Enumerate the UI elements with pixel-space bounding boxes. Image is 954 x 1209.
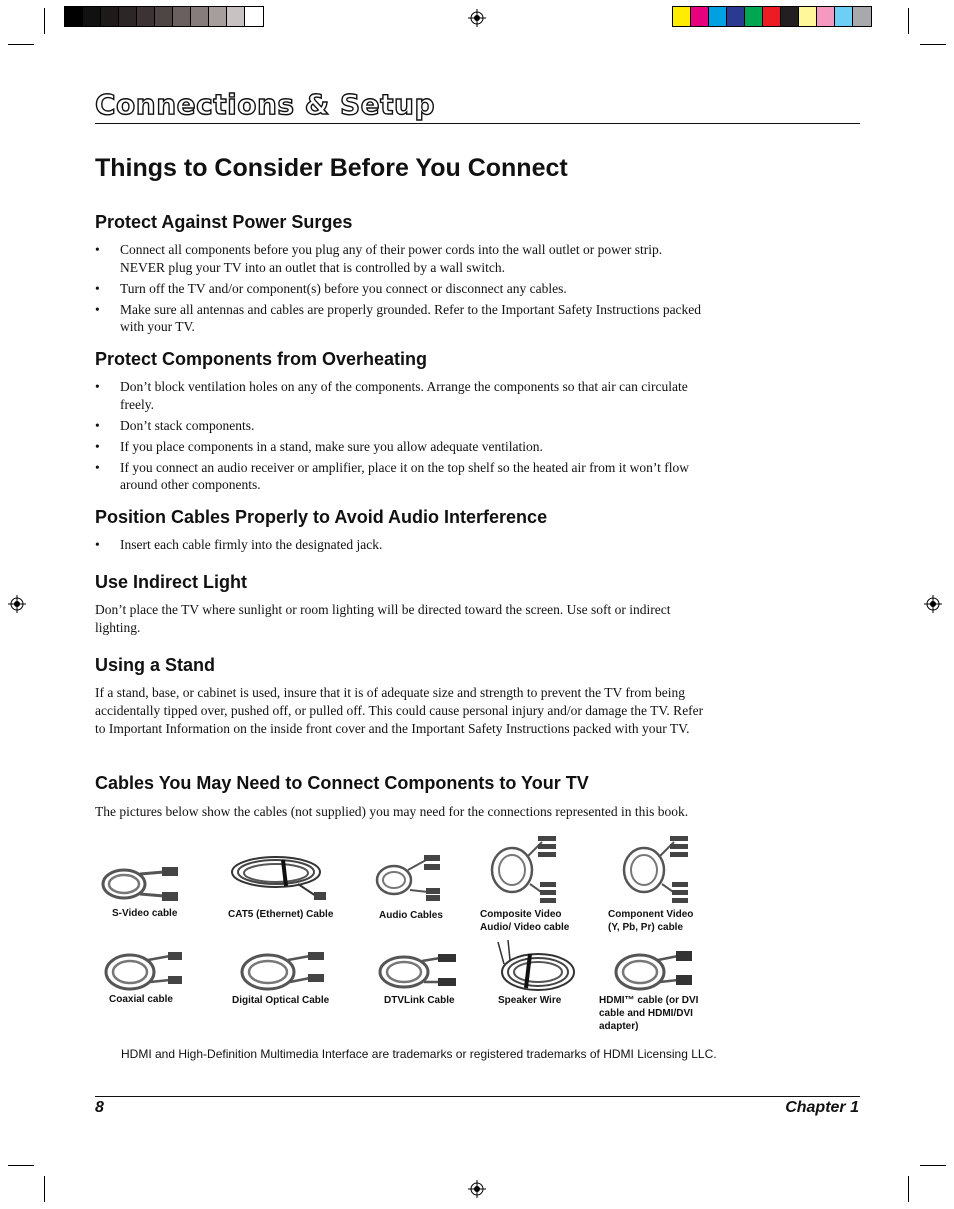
color-swatch bbox=[673, 7, 691, 26]
cable-label-line: Component Video bbox=[608, 909, 694, 920]
color-swatch bbox=[245, 7, 263, 26]
cable-label-line: (Y, Pb, Pr) cable bbox=[608, 922, 684, 933]
cable-label-optical: Digital Optical Cable bbox=[232, 995, 330, 1006]
page-title: Things to Consider Before You Connect bbox=[95, 154, 568, 182]
list-item: • Insert each cable firmly into the designated jack. bbox=[95, 536, 705, 554]
coaxial-cable-icon bbox=[102, 950, 186, 992]
page-number: 8 bbox=[95, 1099, 104, 1116]
component-video-cable-icon bbox=[620, 832, 692, 904]
color-swatch bbox=[781, 7, 799, 26]
list-overheating bbox=[95, 378, 705, 497]
color-swatch bbox=[799, 7, 817, 26]
color-swatch bbox=[691, 7, 709, 26]
audio-cables-icon bbox=[374, 852, 444, 902]
list-item: • Don’t block ventilation holes on any of the components. Arrange the components so that air can circulate freely. bbox=[95, 378, 705, 413]
cable-label-cat5: CAT5 (Ethernet) Cable bbox=[228, 909, 334, 920]
cable-label-dtvlink: DTVLink Cable bbox=[384, 995, 455, 1006]
digital-optical-cable-icon bbox=[238, 950, 330, 992]
chapter-title: Connections & Setup bbox=[95, 88, 435, 121]
cable-label-line: Audio/ Video cable bbox=[480, 922, 570, 933]
dtvlink-cable-icon bbox=[376, 952, 460, 992]
heading-power-surges: Protect Against Power Surges bbox=[95, 212, 353, 232]
list-item: • If you place components in a stand, make sure you allow adequate ventilation. bbox=[95, 438, 705, 456]
list-cable-position bbox=[95, 536, 705, 557]
color-swatch bbox=[209, 7, 227, 26]
cable-label-audio: Audio Cables bbox=[379, 910, 443, 921]
color-swatch bbox=[65, 7, 83, 26]
hdmi-cable-icon bbox=[612, 950, 696, 992]
cable-label-line: cable and HDMI/DVI bbox=[599, 1008, 693, 1019]
registration-mark-icon bbox=[8, 595, 26, 613]
cable-label-coaxial: Coaxial cable bbox=[109, 994, 173, 1005]
cable-label-line: adapter) bbox=[599, 1021, 639, 1032]
speaker-wire-icon bbox=[494, 938, 578, 994]
color-swatch bbox=[727, 7, 745, 26]
color-swatch bbox=[709, 7, 727, 26]
registration-mark-icon bbox=[924, 595, 942, 613]
registration-mark-icon bbox=[468, 9, 486, 27]
svideo-cable-icon bbox=[100, 862, 184, 904]
color-swatch bbox=[835, 7, 853, 26]
paragraph-using-stand: If a stand, base, or cabinet is used, insure that it is of adequate size and strength to prevent the TV from being accidentally tipped over, pushed off, or pulled off. This could cause personal injury and/or damage the TV. Refer to Important Information on the inside front cover and the Important Safety Instructions packed with your TV. bbox=[95, 685, 704, 736]
cable-label-composite bbox=[480, 908, 569, 934]
cable-label-hdmi bbox=[599, 994, 698, 1033]
color-swatch bbox=[83, 7, 101, 26]
heading-cables-needed: Cables You May Need to Connect Components to Your TV bbox=[95, 773, 589, 793]
list-item: • Turn off the TV and/or component(s) before you connect or disconnect any cables. bbox=[95, 280, 705, 298]
cable-label-speaker: Speaker Wire bbox=[498, 995, 562, 1006]
header-rule bbox=[95, 123, 860, 124]
cable-label-svideo: S-Video cable bbox=[112, 908, 178, 919]
heading-using-stand: Using a Stand bbox=[95, 655, 216, 675]
ethernet-cable-icon bbox=[228, 852, 334, 902]
color-swatch bbox=[173, 7, 191, 26]
list-power-surges bbox=[95, 241, 705, 339]
cable-label-line: Composite Video bbox=[480, 909, 562, 920]
color-swatch bbox=[745, 7, 763, 26]
color-swatch bbox=[763, 7, 781, 26]
heading-overheating: Protect Components from Overheating bbox=[95, 349, 428, 369]
color-swatch bbox=[155, 7, 173, 26]
list-item: • Don’t stack components. bbox=[95, 417, 705, 435]
color-swatch bbox=[817, 7, 835, 26]
heading-indirect-light: Use Indirect Light bbox=[95, 572, 248, 592]
color-swatch bbox=[191, 7, 209, 26]
color-swatch bbox=[119, 7, 137, 26]
list-item: • Connect all components before you plug any of their power cords into the wall outlet or power strip. NEVER plug your TV into an outlet that is controlled by a wall switch. bbox=[95, 241, 705, 276]
footer-rule bbox=[95, 1096, 860, 1097]
color-swatch bbox=[853, 7, 871, 26]
paragraph-cables-needed: The pictures below show the cables (not supplied) you may need for the connections represented in this book. bbox=[95, 804, 689, 819]
grayscale-swatch-bar bbox=[64, 6, 264, 27]
registration-mark-icon bbox=[468, 1180, 486, 1198]
list-item: • Make sure all antennas and cables are properly grounded. Refer to the Important Safety Instructions packed with your TV. bbox=[95, 301, 705, 336]
trademark-notice: HDMI and High-Definition Multimedia Interface are trademarks or registered trademarks of HDMI Licensing LLC. bbox=[121, 1047, 717, 1061]
color-swatch-bar bbox=[672, 6, 872, 27]
color-swatch bbox=[227, 7, 245, 26]
cable-label-line: HDMI™ cable (or DVI bbox=[599, 995, 699, 1006]
heading-cable-position: Position Cables Properly to Avoid Audio Interference bbox=[95, 507, 548, 527]
paragraph-indirect-light: Don’t place the TV where sunlight or room lighting will be directed toward the screen. Use soft or indirect lighting. bbox=[95, 602, 671, 635]
cable-label-component bbox=[608, 908, 693, 934]
composite-av-cable-icon bbox=[488, 832, 560, 904]
color-swatch bbox=[137, 7, 155, 26]
list-item: • If you connect an audio receiver or amplifier, place it on the top shelf so the heated air from it won’t flow around other components. bbox=[95, 459, 705, 494]
footer-chapter: Chapter 1 bbox=[785, 1099, 859, 1116]
color-swatch bbox=[101, 7, 119, 26]
